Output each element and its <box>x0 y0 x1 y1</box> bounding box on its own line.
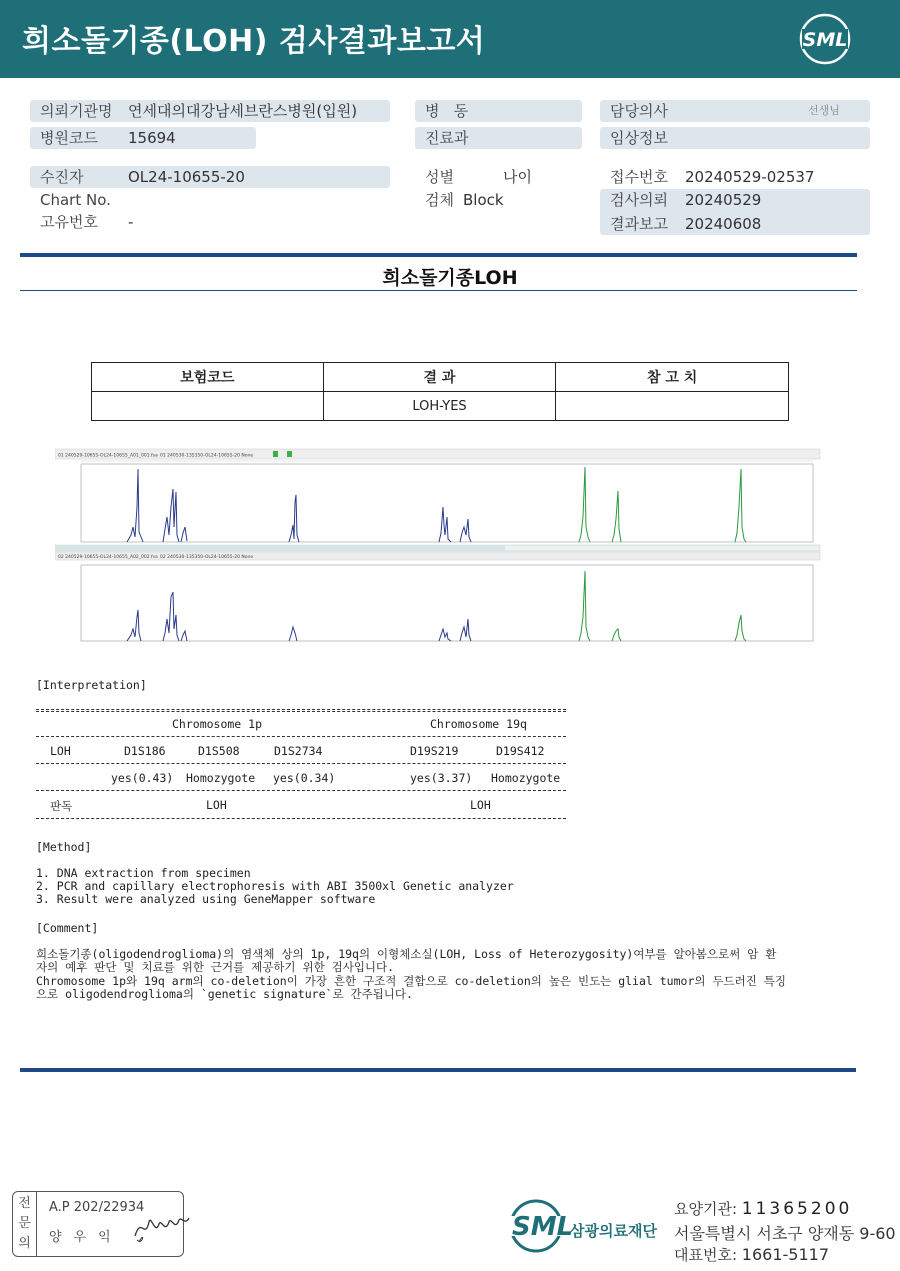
result-d19s219: yes(3.37) <box>410 771 473 785</box>
dates-field <box>600 189 870 235</box>
org-sml-text: SML <box>512 1212 574 1242</box>
marker-d1s186: D1S186 <box>124 744 166 758</box>
method-heading: [Method] <box>36 840 92 854</box>
report-title: 희소돌기종(LOH) 검사결과보고서 <box>22 24 486 59</box>
org-address: 서울특별시 서초구 양재동 9-60 <box>674 1224 896 1243</box>
dept-label: 진료과 <box>425 129 469 147</box>
chart-label: Chart No. <box>40 191 111 209</box>
loh-row-label: LOH <box>50 744 71 758</box>
unique-value: - <box>128 213 134 231</box>
clinical-label: 임상정보 <box>610 129 668 147</box>
doctor-suffix: 선생님 <box>808 104 840 117</box>
comment-line-3: Chromosome 1p와 19q arm의 co-deletion이 가장 흔한 구조적 결함으로 co-deletion의 높은 빈도는 glial tumor의 두드러진 특징 <box>36 974 786 988</box>
ward-label: 병 동 <box>425 102 469 120</box>
age-label: 나이 <box>503 168 532 186</box>
comment-line-2: 자의 예후 판단 및 치료를 위한 근거를 제공하기 위한 검사입니다. <box>36 960 395 974</box>
dash-line-2 <box>36 736 566 737</box>
receipt-value: 20240529-02537 <box>685 168 815 186</box>
marker-d19s219: D19S219 <box>410 744 459 758</box>
section-title: 희소돌기종LOH <box>382 267 518 289</box>
vertical-char-3: 의 <box>18 1236 31 1251</box>
result-d19s412: Homozygote <box>491 771 561 785</box>
marker-d19s412: D19S412 <box>496 744 545 758</box>
request-org-value: 연세대의대강남세브란스병원(입원) <box>128 102 358 120</box>
sml-logo-icon <box>798 12 852 66</box>
section-rule-top <box>20 253 857 257</box>
ward-field <box>415 100 582 122</box>
specimen-field <box>415 189 585 211</box>
dash-line-1 <box>36 709 566 710</box>
panel2-header: 02 240529-10655-OL24-10655_A02_002.fsa <box>58 555 158 560</box>
dept-field <box>415 127 582 149</box>
judgment-label: 판독 <box>50 799 73 813</box>
chr19-title: Chromosome 19q <box>430 717 527 731</box>
receipt-label: 접수번호 <box>610 168 668 186</box>
specimen-label: 검체 <box>425 191 454 209</box>
request-org-field <box>30 100 390 122</box>
result-table-header-row <box>92 363 789 392</box>
sex-age-field <box>415 166 585 188</box>
unique-field <box>30 211 330 233</box>
result-table-row <box>92 392 789 421</box>
result-table <box>91 362 789 421</box>
unique-label: 고유번호 <box>40 213 98 231</box>
vertical-char-1: 전 <box>18 1196 31 1211</box>
org-phone-value: 1661-5117 <box>741 1245 830 1264</box>
report-header <box>0 0 900 78</box>
org-name: 삼광의료재단 <box>570 1222 657 1240</box>
interpretation-heading: [Interpretation] <box>36 678 147 692</box>
chart-field <box>30 189 330 211</box>
result-d1s186: yes(0.43) <box>111 771 174 785</box>
dash-line-4 <box>36 790 566 791</box>
cell-insurance-code <box>92 392 324 421</box>
method-line-2: 2. PCR and capillary electrophoresis with ABI 3500xl Genetic analyzer <box>36 879 514 893</box>
vertical-char-2: 문 <box>18 1216 31 1231</box>
hospital-code-label: 병원코드 <box>40 129 98 147</box>
hospital-code-value: 15694 <box>128 129 176 147</box>
specialist-vertical-label <box>13 1192 37 1256</box>
signature-image <box>131 1206 191 1246</box>
patient-value: OL24-10655-20 <box>128 168 245 186</box>
header-result: 결 과 <box>323 363 556 392</box>
electropherogram-image <box>55 447 825 647</box>
logo-text: SML <box>802 29 848 51</box>
org-code-value: 11365200 <box>741 1199 853 1219</box>
dash-line-3 <box>36 763 566 764</box>
hospital-code-field <box>30 127 256 149</box>
org-phone <box>674 1244 829 1265</box>
signature-box <box>12 1191 184 1257</box>
specialist-name: 양우익 <box>49 1230 123 1245</box>
header-reference: 참 고 치 <box>556 363 789 392</box>
chr1-title: Chromosome 1p <box>172 717 263 731</box>
cell-result: LOH-YES <box>323 392 556 421</box>
dash-line-1b <box>36 711 566 712</box>
ap-number: A.P 202/22934 <box>49 1200 145 1215</box>
test-request-value: 20240529 <box>685 191 762 209</box>
org-code <box>674 1198 852 1219</box>
marker-d1s508: D1S508 <box>198 744 240 758</box>
comment-heading: [Comment] <box>36 921 99 935</box>
comment-line-1: 희소돌기종(oligodendroglioma)의 염색체 상의 1p, 19q의 이형체소실(LOH, Loss of Heterozygosity)여부를 알아봄으로써 암 환 <box>36 947 777 961</box>
comment-line-4: 으로 oligodendroglioma의 `genetic signature`로 간주됩니다. <box>36 987 413 1001</box>
dash-line-5 <box>36 818 566 819</box>
sex-label: 성별 <box>425 168 454 186</box>
panel1-header: 01 240529-10655-OL24-10655_A01_001.fsa <box>58 453 158 459</box>
cell-reference <box>556 392 789 421</box>
patient-label: 수진자 <box>40 168 84 186</box>
doctor-label: 담당의사 <box>610 102 668 120</box>
method-line-3: 3. Result were analyzed using GeneMapper software <box>36 892 376 906</box>
result-report-value: 20240608 <box>685 215 762 233</box>
marker-d1s2734: D1S2734 <box>274 744 323 758</box>
judgment-19q: LOH <box>470 798 491 812</box>
receipt-field <box>600 166 870 188</box>
clinical-field <box>600 127 870 149</box>
panel2-header2: 02 240530-135350-OL24-10655-20 None <box>160 555 254 560</box>
request-org-label: 의뢰기관명 <box>40 102 113 120</box>
panel1-header2: 01 240530-135350-OL24-10655-20 None <box>160 453 254 459</box>
result-d1s508: Homozygote <box>186 771 256 785</box>
header-insurance-code: 보험코드 <box>92 363 324 392</box>
patient-field <box>30 166 390 188</box>
doctor-field <box>600 100 870 122</box>
section-rule-bottom <box>20 290 857 291</box>
test-request-label: 검사의뢰 <box>610 191 668 209</box>
org-code-label: 요양기관: <box>674 1200 742 1218</box>
method-line-1: 1. DNA extraction from specimen <box>36 866 251 880</box>
judgment-1p: LOH <box>206 798 227 812</box>
result-d1s2734: yes(0.34) <box>273 771 336 785</box>
specimen-value: Block <box>463 191 504 209</box>
org-phone-label: 대표번호: <box>674 1246 742 1264</box>
result-report-label: 결과보고 <box>610 215 668 233</box>
bottom-rule <box>20 1068 856 1072</box>
